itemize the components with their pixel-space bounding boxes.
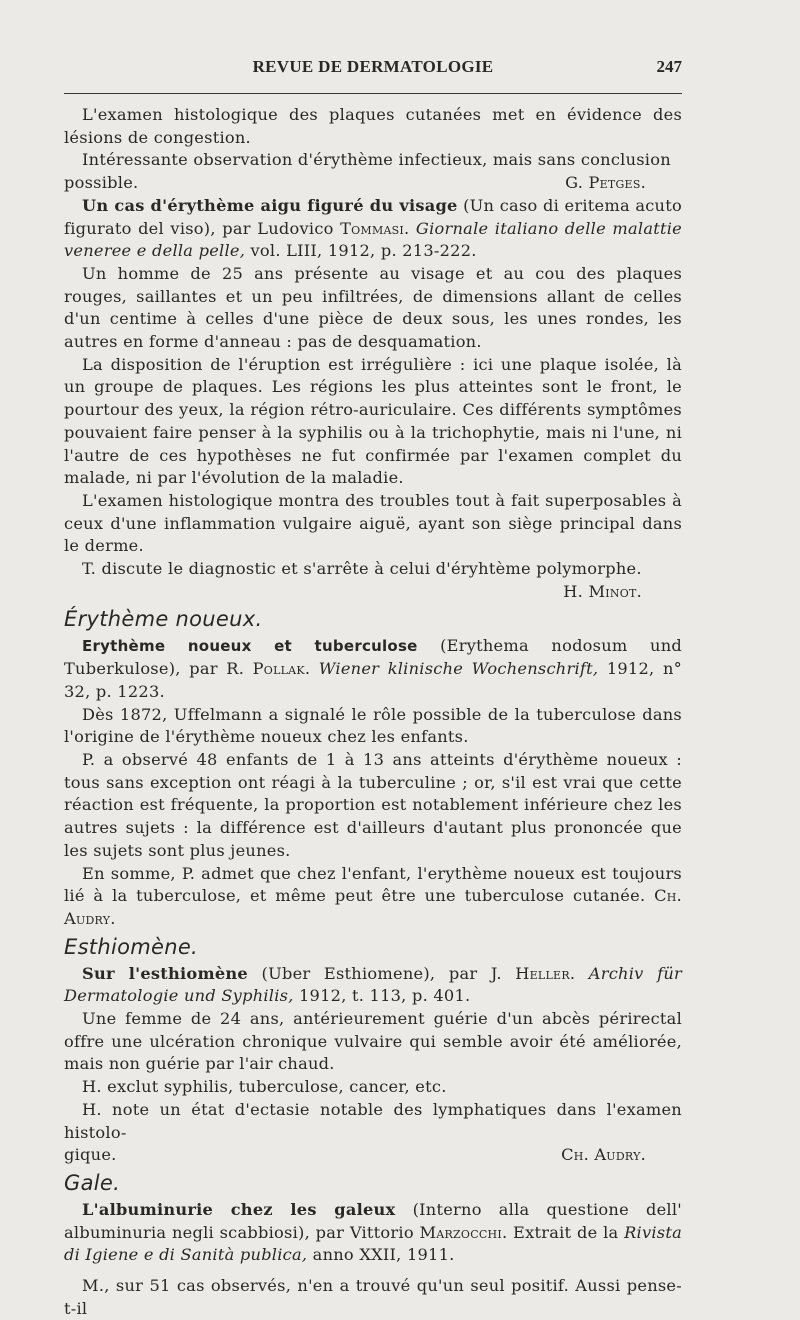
running-title: REVUE DE DERMATOLOGIE [252,57,494,76]
article-author: Marzocchi [419,1222,502,1242]
paragraph-uffelmann: Dès 1872, Uffelmann a signalé le rôle possible de la tuberculose dans l'origine de l'érythème noueux chez les enfants. [64,704,682,747]
article-sep: . Extrait de la [501,1222,625,1242]
article-heading-marzocchi [64,1199,682,1267]
article-subtitle: (Erythema nodosum und Tuberkulose), par R. [64,636,682,679]
paragraph-histology-2: L'examen histologique montra des troubles tout à fait superposables à ceux d'une inflammation vulgaire aiguë, ayant son siège principal dans le derme. [64,490,682,556]
section-heading-esthiomene: Esthiomène. [64,934,199,959]
article-sep: . [304,659,319,679]
signature-line-4 [64,1144,682,1167]
observation-end: possible. [64,173,139,193]
signature-line-1 [64,172,682,195]
paragraph-summary [64,863,682,931]
article-journal: Rivista di Igiene e di Sanità publica, [64,1222,682,1265]
article-journal: Giornale italiano delle malattie veneree e della pelle, [64,218,682,261]
paragraph-observation [64,149,682,172]
ectasia-end: gique. [64,1145,117,1165]
paragraph-diagnosis: T. discute le diagnostic et s'arrête à celui d'éryhtème polymorphe. [82,559,642,579]
paragraph-woman: Une femme de 24 ans, antérieurement guérie d'un abcès périrectal offre une ulcération chronique vulvaire qui semble avoir été améliorée, mais non guérie par l'air chaud. [64,1009,682,1074]
section-heading-erytheme-noueux: Érythème noueux. [64,607,263,632]
article-sep: . [404,218,416,238]
article-heading-pollak [64,635,682,703]
article-title: Un cas d'érythème aigu figuré du visage [82,195,458,215]
article-ref: vol. LIII, 1912, p. 213-222. [245,241,477,261]
article-sep: . [569,963,589,983]
article-heading-heller [64,963,682,1008]
paragraph-disposition: La disposition de l'éruption est irrégulière : ici une plaque isolée, là un groupe de plaques. Les régions les plus atteintes sont le front, le pourtour des yeux, la région rétro-auriculaire. Ces différents symptômes pouvaient faire penser à la syphilis ou à la trichophytie, mais ni l'une, ni l'autre de ces hypothèses ne fut confirmée par l'examen complet du malade, ni par l'évolution de la maladie. [64,354,682,488]
paragraph-histology: L'examen histologique des plaques cutanées met en évidence des lésions de congestion. [64,105,682,147]
article-ref: 1912, t. 113, p. 401. [293,986,471,1006]
article-title: L'albuminurie chez les galeux [82,1199,396,1219]
article-subtitle: (Interno alla questione dell' albuminuria negli scabbiosi), par Vittorio [64,1199,682,1242]
article-journal: Wiener klinische Wochenschrift, [318,659,599,679]
article-title: Erythème noueux et tuberculose [82,637,418,656]
page-header [64,57,682,81]
signature-audry-1: Ch. Audry. [64,886,682,928]
article-author: Heller [515,963,570,983]
section-heading-gale: Gale. [64,1170,121,1195]
observation-text: Intéressante observation d'érythème infectieux, mais sans conclusion [82,150,671,170]
article-author: Tommasi [340,218,405,238]
signature-audry-2: Ch. Audry. [561,1145,646,1165]
paragraph-cases: M., sur 51 cas observés, n'en a trouvé qu'un seul positif. Aussi pense-t-il [64,1276,682,1318]
paragraph-exclusion: H. exclut syphilis, tuberculose, cancer, etc. [82,1077,447,1097]
signature-minot: H. Minot. [563,581,642,601]
article-author: Pollak [252,659,305,679]
article-ref: anno XXII, 1911. [307,1245,455,1265]
article-subtitle: (Un caso di eritema acuto figurato del viso), par Ludovico [64,195,682,238]
article-body [64,104,682,1320]
page-number: 247 [656,57,682,76]
article-journal: Archiv für Dermatologie und Syphilis, [64,963,682,1006]
summary-text: En somme, P. admet que chez l'enfant, l'erythème noueux est toujours lié à la tuberculose, et même peut être une tuberculose cutanée. [64,863,682,906]
paragraph-case: Un homme de 25 ans présente au visage et au cou des plaques rouges, saillantes et un peu infiltrées, de dimensions allant de celles d'un centime à celles d'une pièce de deux sous, les unes rondes, les autres en forme d'anneau : pas de desquamation. [64,263,682,352]
article-ref: 1912, n° 32, p. 1223. [64,659,682,701]
header-rule [64,93,682,94]
paragraph-ectasia: H. note un état d'ectasie notable des lymphatiques dans l'examen histolo- [64,1099,682,1142]
spacer [64,1267,682,1275]
article-heading-tommasi [64,195,682,263]
signature-petges: G. Petges. [565,173,646,193]
article-title: Sur l'esthiomène [82,963,248,983]
paragraph-observed: P. a observé 48 enfants de 1 à 13 ans atteints d'érythème noueux : tous sans exception ont réagi à la tuberculine ; or, s'il est vrai que cette réaction est fréquente, la proportion est notablement inférieure chez les autres sujets : la différence est d'ailleurs d'autant plus prononcée que les sujets sont plus jeunes. [64,749,682,860]
article-subtitle: (Uber Esthiomene), par J. [247,963,516,983]
